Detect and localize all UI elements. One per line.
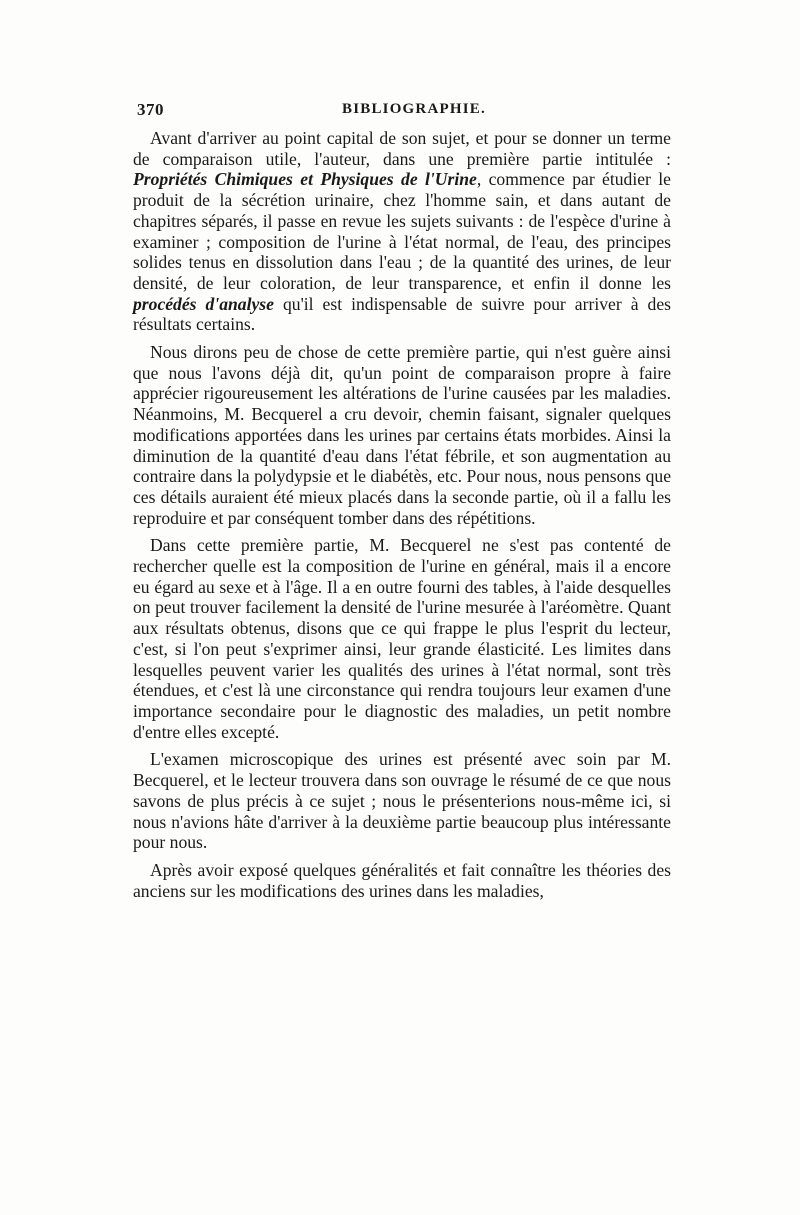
paragraph-1: [133, 128, 671, 335]
paragraph-1-middle: , commence par étudier le produit de la sécrétion urinaire, chez l'homme sain, et dans autant de chapitres séparés, il passe en revue les sujets suivants : de l'espèce d'urine à examiner ; composition de l'urine à l'état normal, de l'eau, des principes solides tenus en dissolution dans l'eau ; de la quantité des urines, de leur densité, de leur coloration, de leur transparence, et enfin il donne les: [133, 169, 671, 293]
paragraph-5: Après avoir exposé quelques généralités et fait connaître les théories des anciens sur les modifications des urines dans les maladies,: [133, 859, 671, 901]
part-title: Propriétés Chimiques et Physiques de l'Urine: [133, 169, 477, 190]
paragraph-1-end: qu'il est indispensable de suivre pour arriver à des résultats certains.: [133, 293, 671, 335]
page-header: [137, 100, 667, 124]
analysis-procedures-term: procédés d'analyse: [133, 293, 274, 314]
paragraph-1-start: Avant d'arriver au point capital de son sujet, et pour se donner un terme de comparaison utile, l'auteur, dans une première partie intitulée :: [133, 128, 671, 169]
paragraph-4: L'examen microscopique des urines est présenté avec soin par M. Becquerel, et le lecteur trouvera dans son ouvrage le résumé de ce que nous savons de plus précis à ce sujet ; nous le présenterions nous-même ici, si nous n'avions hâte d'arriver à la deuxième partie beaucoup plus intéressante pour nous.: [133, 749, 671, 853]
paragraph-2: Nous dirons peu de chose de cette première partie, qui n'est guère ainsi que nous l'avons déjà dit, qu'un point de comparaison propre à faire apprécier rigoureusement les altérations de l'urine causées par les maladies. Néanmoins, M. Becquerel a cru devoir, chemin faisant, signaler quelques modifications apportées dans les urines par certains états morbides. Ainsi la diminution de la quantité d'eau dans l'état fébrile, et son augmentation au contraire dans la polydypsie et le diabétès, etc. Pour nous, nous pensons que ces détails auraient été mieux placés dans la seconde partie, où il a fallu les reproduire et par conséquent tomber dans des répétitions.: [133, 342, 671, 528]
running-head: BIBLIOGRAPHIE.: [342, 101, 486, 117]
page-number: 370: [137, 100, 164, 119]
body-text: [133, 128, 671, 908]
paragraph-3: Dans cette première partie, M. Becquerel ne s'est pas contenté de rechercher quelle est la composition de l'urine en général, mais il a encore eu égard au sexe et à l'âge. Il a en outre fourni des tables, à l'aide desquelles on peut trouver facilement la densité de l'urine mesurée à l'aréomètre. Quant aux résultats obtenus, disons que ce qui frappe le plus l'esprit du lecteur, c'est, si l'on peut s'exprimer ainsi, leur grande élasticité. Les limites dans lesquelles peuvent varier les qualités des urines à l'état normal, sont très étendues, et c'est là une circonstance qui rendra toujours leur examen d'une importance secondaire pour le diagnostic des maladies, un petit nombre d'entre elles excepté.: [133, 535, 671, 742]
